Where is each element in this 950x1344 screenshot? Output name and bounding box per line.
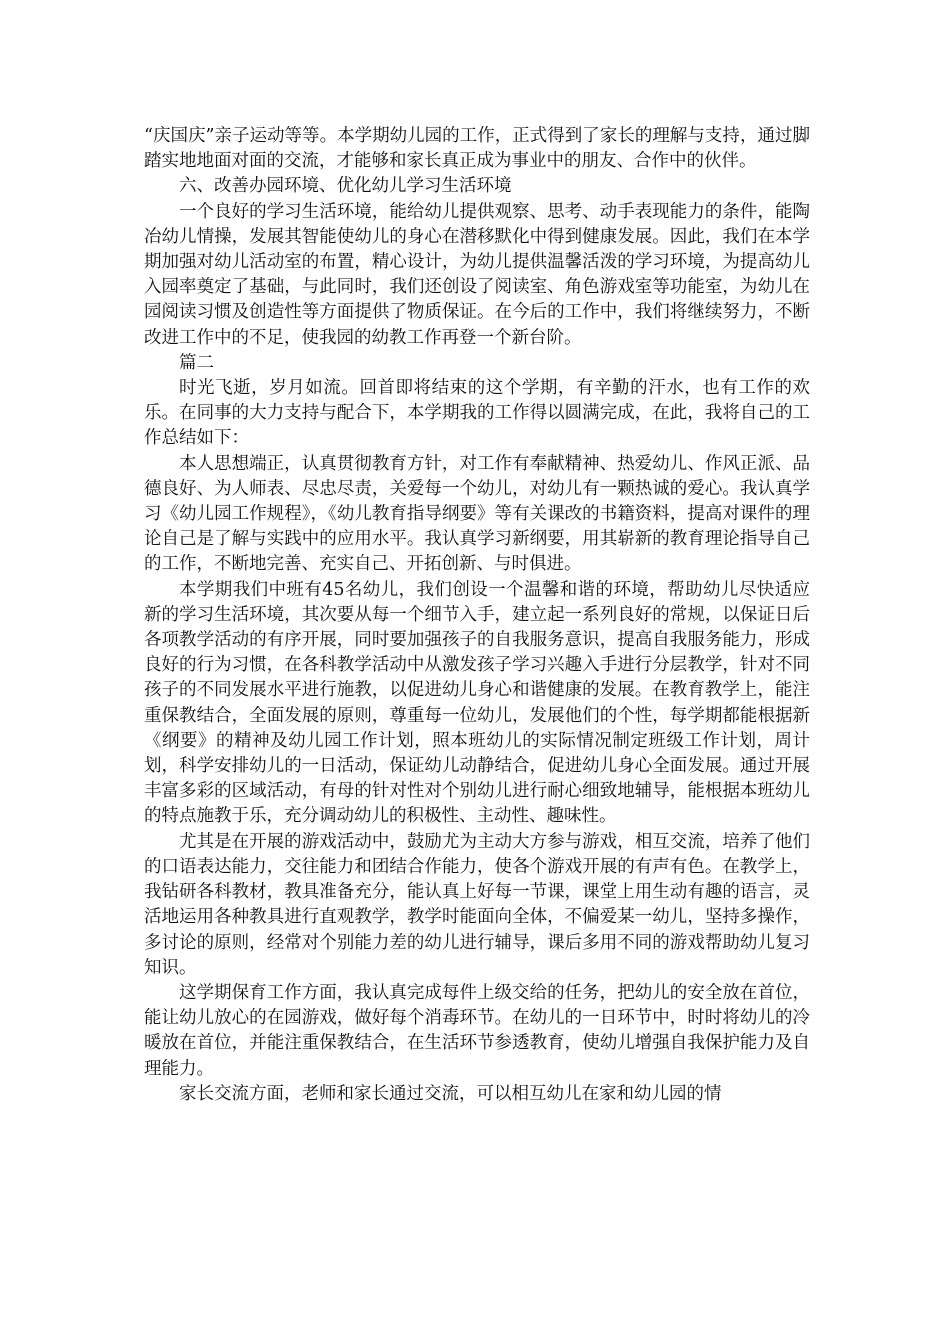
section-heading-part-two: 篇二 — [179, 352, 214, 373]
paragraph-environment: 一个良好的学习生活环境，能给幼儿提供观察、思考、动手表现能力的条件，能陶冶幼儿情操，发展其智能使幼儿的身心在潜移默化中得到健康发展。因此，我们在本学期加强对幼儿活动室的布置，精心设计，为幼儿提供温馨活泼的学习环境，为提高幼儿入园率奠定了基础，与此同时，我们还创设了阅读室、角色游戏室等功能室，为幼儿在园阅读习惯及创造性等方面提供了物质保证。在今后的工作中，我们将继续努力，不断改进工作中的不足，使我园的幼教工作再登一个新台阶。 — [144, 201, 810, 348]
paragraph-continued-intro: “庆国庆”亲子运动等等。本学期幼儿园的工作，正式得到了家长的理解与支持，通过脚踏实地地面对面的交流，才能够和家长真正成为事业中的朋友、合作中的伙伴。 — [144, 126, 810, 172]
paragraph-childcare: 这学期保育工作方面，我认真完成每件上级交给的任务，把幼儿的安全放在首位，能让幼儿放心的在园游戏，做好每个消毒环节。在幼儿的一日环节中，时时将幼儿的冷暖放在首位，并能注重保教结合，在生活环节参透教育，使幼儿增强自我保护能力及自理能力。 — [144, 982, 810, 1079]
paragraph-ideology: 本人思想端正，认真贯彻教育方针，对工作有奉献精神、热爱幼儿、作风正派、品德良好、为人师表、尽忠尽责，关爱每一个幼儿，对幼儿有一颗热诚的爱心。我认真学习《幼儿园工作规程》，《幼儿教育指导纲要》等有关课改的书籍资料，提高对课件的理论自己是了解与实践中的应用水平。我认真学习新纲要，用其崭新的教育理论指导自己的工作，不断地完善、充实自己、开拓创新、与时俱进。 — [144, 453, 810, 575]
paragraph-class-teaching: 本学期我们中班有45名幼儿，我们创设一个温馨和谐的环境，帮助幼儿尽快适应新的学习生活环境，其次要从每一个细节入手，建立起一系列良好的常规，以保证日后各项教学活动的有序开展，同时要加强孩子的自我服务意识，提高自我服务能力，形成良好的行为习惯，在各科教学活动中从激发孩子学习兴趣入手进行分层教学，针对不同孩子的不同发展水平进行施教，以促进幼儿身心和谐健康的发展。在教育教学上，能注重保教结合，全面发展的原则，尊重每一位幼儿，发展他们的个性，每学期都能根据新《纲要》的精神及幼儿园工作计划，照本班幼儿的实际情况制定班级工作计划，周计划，科学安排幼儿的一日活动，保证幼儿动静结合，促进幼儿身心全面发展。通过开展丰富多彩的区域活动，有母的针对性对个别幼儿进行耐心细致地辅导，能根据本班幼儿的特点施教于乐，充分调动幼儿的积极性、主动性、趣味性。 — [144, 579, 810, 827]
section-heading-six: 六、改善办园环境、优化幼儿学习生活环境 — [179, 176, 512, 197]
paragraph-parent-communication: 家长交流方面，老师和家长通过交流，可以相互幼儿在家和幼儿园的情 — [179, 1083, 722, 1104]
document-body — [144, 124, 810, 1107]
paragraph-time-flies: 时光飞逝，岁月如流。回首即将结束的这个学期，有辛勤的汗水，也有工作的欢乐。在同事的大力支持与配合下，本学期我的工作得以圆满完成，在此，我将自己的工作总结如下： — [144, 378, 810, 449]
paragraph-game-activities: 尤其是在开展的游戏活动中，鼓励尤为主动大方参与游戏，相互交流，培养了他们的口语表达能力，交往能力和团结合作能力，使各个游戏开展的有声有色。在教学上，我钻研各科教材，教具准备充分，能认真上好每一节课，课堂上用生动有趣的语言，灵活地运用各种教具进行直观教学，教学时能面向全体，不偏爱某一幼儿，坚持多操作，多讨论的原则，经常对个别能力差的幼儿进行辅导，课后多用不同的游戏帮助幼儿复习知识。 — [144, 831, 810, 978]
